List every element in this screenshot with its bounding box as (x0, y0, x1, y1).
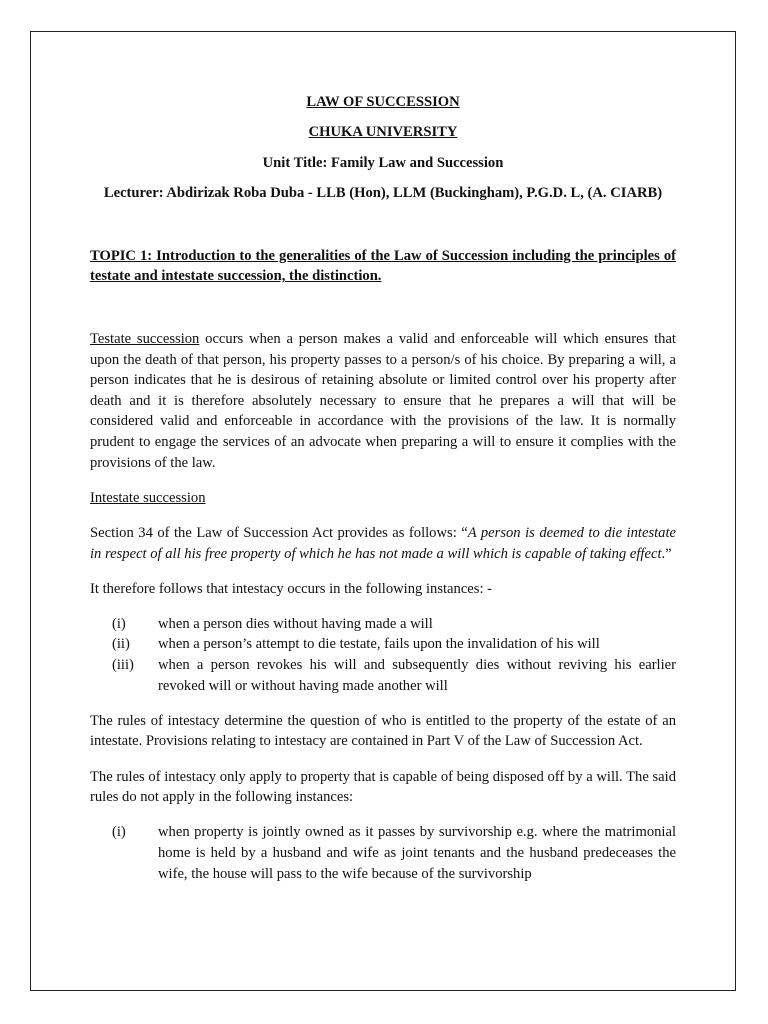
list-item-text: when a person revokes his will and subsequently dies without reviving his earlier revoked will or without having made another will (158, 657, 676, 694)
unit-title: Unit Title: Family Law and Succession (262, 154, 504, 171)
section-34-paragraph (90, 523, 676, 564)
lecturer-line: Lecturer: Abdirizak Roba Duba - LLB (Hon), LLM (Buckingham), P.G.D. L, (A. CIARB) (103, 185, 663, 202)
document-body (90, 92, 676, 899)
testate-paragraph (90, 329, 676, 473)
topic-heading (90, 246, 676, 287)
exceptions-list (90, 822, 676, 884)
list-item (90, 822, 676, 884)
list-item-text: when a person’s attempt to die testate, fails upon the invalidation of his will (158, 636, 600, 653)
follows-paragraph: It therefore follows that intestacy occurs in the following instances: - (90, 580, 493, 597)
section-intro: Section 34 of the Law of Succession Act provides as follows: “ (90, 524, 468, 541)
intestacy-instances-list (90, 614, 676, 696)
list-item (90, 655, 676, 696)
section-quote: A person is deemed to die intestate in respect of all his free property of which he has not made a will which is capable of taking effect (90, 524, 677, 562)
topic-label: TOPIC 1: (90, 247, 153, 264)
rules-paragraph: The rules of intestacy determine the question of who is entitled to the property of the estate of an intestate. Provisions relating to intestacy are contained in Part V of the Law of Succession Act. (90, 712, 676, 750)
list-item-text: when a person dies without having made a will (158, 615, 433, 632)
apply-paragraph: The rules of intestacy only apply to property that is capable of being disposed off by a will. The said rules do not apply in the following instances: (90, 768, 676, 806)
list-item-number: (i) (112, 615, 126, 632)
list-item (90, 634, 676, 655)
list-item-number: (i) (112, 824, 126, 841)
intestate-heading: Intestate succession (90, 489, 206, 506)
list-item (90, 614, 676, 635)
list-item-number: (ii) (112, 636, 130, 653)
list-item-number: (iii) (112, 657, 134, 674)
document-title: LAW OF SUCCESSION (306, 94, 460, 110)
topic-text: Introduction to the generalities of the Law of Succession including the principles of testate and intestate succession, the distinction. (90, 247, 676, 285)
testate-text: occurs when a person makes a valid and enforceable will which ensures that upon the death of that person, his property passes to a person/s of his choice. By preparing a will, a person indicates that he is desirous of retaining absolute or limited control over his property after death and it is therefore absolutely necessary to ensure that he prepares a will that will be considered valid and enforceable in accordance with the provisions of the law. It is normally prudent to engage the services of an advocate when preparing a will to ensure it complies with the provisions of the law. (90, 330, 676, 471)
list-item-text: when property is jointly owned as it passes by survivorship e.g. where the matrimonial home is held by a husband and wife as joint tenants and the husband predeceases the wife, the house will pass to the wife because of the survivorship (158, 824, 676, 882)
section-end: .” (661, 545, 672, 562)
university-name: CHUKA UNIVERSITY (308, 124, 458, 140)
testate-heading: Testate succession (90, 330, 200, 347)
